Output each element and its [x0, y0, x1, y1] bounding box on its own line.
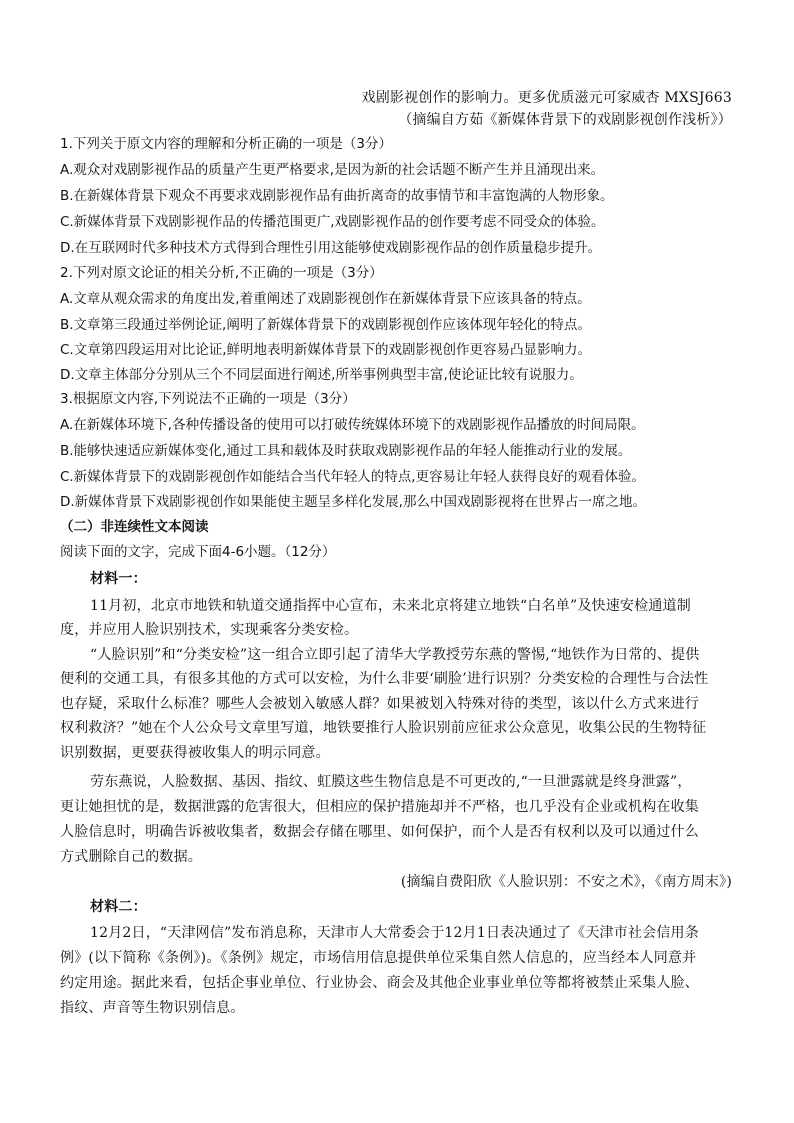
material-2-label: 材料二：	[90, 899, 147, 915]
material-1-label: 材料一：	[90, 571, 147, 587]
section-2-title: （二）非连续性文本阅读	[60, 519, 209, 535]
question-1-option-c: C.新媒体背景下戏剧影视作品的传播范围更广,戏剧影视作品的创作要考虑不同受众的体验。	[60, 214, 605, 230]
question-2-option-a: A.文章从观众需求的角度出发,着重阐述了戏剧影视创作在新媒体背景下应该具备的特点。	[60, 291, 591, 307]
question-3-option-a: A.在新媒体环境下,各种传播设备的使用可以打破传统媒体环境下的戏剧影视作品播放的时间局限。	[60, 417, 645, 433]
material-1-p2-line-5: 识别数据，更要获得被收集人的明示同意。	[60, 745, 330, 761]
question-1-stem: 1.下列关于原文内容的理解和分析正确的一项是（3分）	[60, 136, 392, 152]
material-2-p1-line-2: 例》(以下简称《条例》)。《条例》规定，市场信用信息提供单位采集自然人信息的，应当经本人同意并	[60, 950, 697, 966]
material-1-p2-line-2: 便利的交通工具，有很多其他的方式可以安检，为什么非要‘刷脸’进行识别？分类安检的合理性与合法性	[60, 671, 709, 687]
question-3-option-d: D.新媒体背景下戏剧影视创作如果能使主题呈多样化发展,那么中国戏剧影视将在世界占一席之地。	[60, 494, 646, 510]
source-citation: （摘编自方茹《新媒体背景下的戏剧影视创作浅析》）	[398, 112, 732, 128]
question-1-option-b: B.在新媒体背景下观众不再要求戏剧影视作品有曲折离奇的故事情节和丰富饱满的人物形象。	[60, 188, 614, 204]
question-2-option-d: D.文章主体部分分别从三个不同层面进行阐述,所举事例典型丰富,使论证比较有说服力。	[60, 367, 583, 383]
question-3-option-b: B.能够快速适应新媒体变化,通过工具和载体及时获取戏剧影视作品的年轻人能推动行业的发展。	[60, 443, 632, 459]
material-1-source: (摘编自费阳欣《人脸识别：不安之术》，《南方周末》)	[400, 874, 732, 890]
material-1-p3-line-2: 更让她担忧的是，数据泄露的危害很大，但相应的保护措施却并不严格，也几乎没有企业或机构在收集	[60, 799, 699, 815]
material-1-p3-line-1: 劳东燕说，人脸数据、基因、指纹、虹膜这些生物信息是不可更改的,“一旦泄露就是终身泄露”，	[90, 774, 692, 790]
material-2-p1-line-4: 指纹、声音等生物识别信息。	[60, 1000, 245, 1016]
impact-line: 戏剧影视创作的影响力。更多优质滋元可家威杏 MXSJ663	[361, 90, 732, 106]
material-1-p1-line-1: 11月初，北京市地铁和轨道交通指挥中心宣布，未来北京将建立地铁“白名单”及快速安检通道制	[90, 598, 691, 614]
material-1-p3-line-4: 方式删除自己的数据。	[60, 849, 202, 865]
question-2-stem: 2.下列对原文论证的相关分析,不正确的一项是（3分）	[60, 265, 383, 281]
section-2-instruction: 阅读下面的文字，完成下面4-6小题。（12分）	[60, 544, 336, 560]
question-1-option-a: A.观众对戏剧影视作品的质量产生更严格要求,是因为新的社会话题不断产生并且涌现出来。	[60, 162, 605, 178]
material-1-p2-line-3: 也存疑，采取什么标准？哪些人会被划入敏感人群？如果被划入特殊对待的类型，该以什么方式来进行	[60, 696, 699, 712]
material-1-p2-line-4: 权利救济？”她在个人公众号文章里写道，地铁要推行人脸识别前应征求公众意见，收集公民的生物特征	[60, 720, 707, 736]
material-2-p1-line-3: 约定用途。据此来看，包括企事业单位、行业协会、商会及其他企业事业单位等都将被禁止采集人脸、	[60, 975, 699, 991]
question-3-option-c: C.新媒体背景下的戏剧影视创作如能结合当代年轻人的特点,更容易让年轻人获得良好的观看体验。	[60, 469, 646, 485]
material-1-p1-line-2: 度，并应用人脸识别技术，实现乘客分类安检。	[60, 622, 359, 638]
question-2-option-b: B.文章第三段通过举例论证,阐明了新媒体背景下的戏剧影视创作应该体现年轻化的特点。	[60, 317, 591, 333]
material-1-p3-line-3: 人脸信息时，明确告诉被收集者，数据会存储在哪里、如何保护，而个人是否有权利以及可以通过什么	[60, 824, 699, 840]
question-1-option-d: D.在互联网时代多种技术方式得到合理性引用这能够使戏剧影视作品的创作质量稳步提升。	[60, 240, 602, 256]
material-1-p2-line-1: “人脸识别”和“分类安检”这一组合立即引起了清华大学教授劳东燕的警惕,“地铁作为日常的、提供	[90, 647, 700, 663]
question-2-option-c: C.文章第四段运用对比论证,鲜明地表明新媒体背景下的戏剧影视创作更容易凸显影响力。	[60, 342, 592, 358]
question-3-stem: 3.根据原文内容,下列说法不正确的一项是（3分）	[60, 391, 356, 407]
material-2-p1-line-1: 12月2日，“天津网信”发布消息称，天津市人大常委会于12月1日表决通过了《天津市社会信用条	[90, 925, 699, 941]
